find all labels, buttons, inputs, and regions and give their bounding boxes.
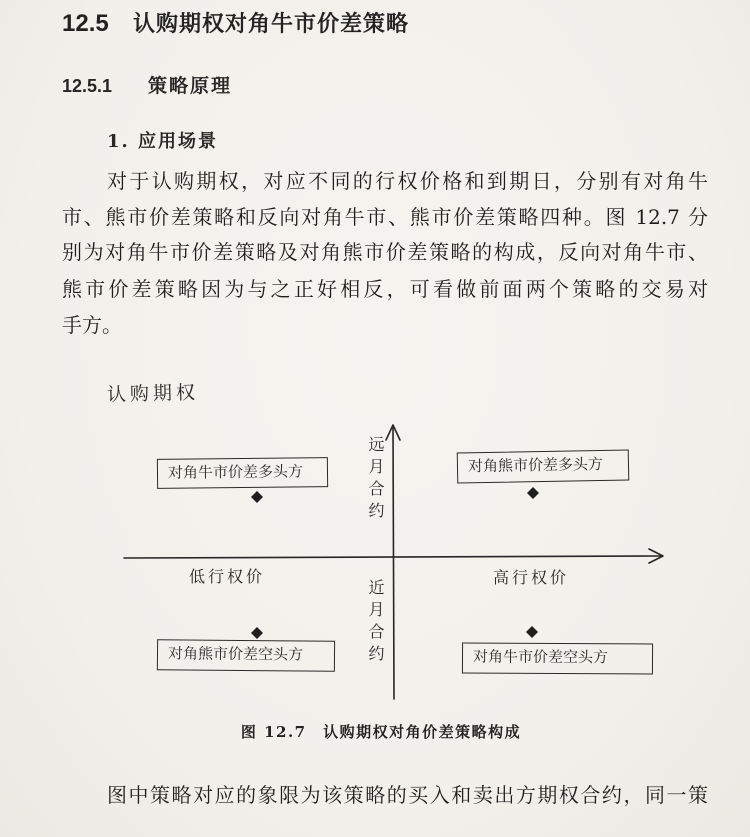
quadrant-box-diagonal-bull-short: 对角牛市价差空头方 xyxy=(462,643,653,675)
quadrant-box-diagonal-bear-long: 对角熊市价差多头方 xyxy=(457,450,630,484)
paragraph-line: 图中策略对应的象限为该策略的买入和卖出方期权合约，同一策 xyxy=(107,783,708,807)
diamond-marker xyxy=(526,626,538,638)
paragraph-line: 手方。 xyxy=(62,313,122,337)
diamond-marker xyxy=(527,487,539,499)
vertical-axis xyxy=(393,427,394,699)
section-number: 12.5 xyxy=(62,10,109,37)
paragraph-line: 别为对角牛市价差策略及对角熊市价差策略的构成，反向对角牛市、 xyxy=(62,240,708,264)
axis-label-high-strike: 高行权价 xyxy=(493,568,570,587)
axis-label-low-strike: 低行权价 xyxy=(189,567,266,586)
horizontal-axis xyxy=(124,556,662,558)
figure-handwritten-title: 认购期权 xyxy=(106,381,200,406)
paragraph-line: 市、熊市价差策略和反向对角牛市、熊市价差策略四种。图 12.7 分 xyxy=(62,205,708,229)
paragraph-line: 对于认购期权，对应不同的行权价格和到期日，分别有对角牛 xyxy=(107,169,708,193)
axis-label-far-month: 远月合约 xyxy=(366,436,385,524)
section-title: 认购期权对角牛市价差策略 xyxy=(133,11,410,36)
subsection-heading xyxy=(62,72,232,100)
paragraph-line: 熊市价差策略因为与之正好相反，可看做前面两个策略的交易对 xyxy=(62,277,708,301)
subsection-title: 策略原理 xyxy=(148,76,233,97)
quadrant-box-diagonal-bull-long: 对角牛市价差多头方 xyxy=(157,457,328,489)
subsection-number: 12.5.1 xyxy=(62,76,113,96)
horizontal-axis-arrowhead xyxy=(649,549,663,563)
quadrant-box-diagonal-bear-short: 对角熊市价差空头方 xyxy=(157,639,335,672)
vertical-axis-arrowhead xyxy=(386,425,400,440)
diamond-marker xyxy=(251,627,263,639)
item-heading: 1. 应用场景 xyxy=(107,131,219,152)
axis-label-near-month: 近月合约 xyxy=(366,579,385,667)
diamond-marker xyxy=(251,491,263,503)
figure-caption: 图 12.7 认购期权对角价差策略构成 xyxy=(240,723,522,741)
section-heading xyxy=(62,8,409,40)
